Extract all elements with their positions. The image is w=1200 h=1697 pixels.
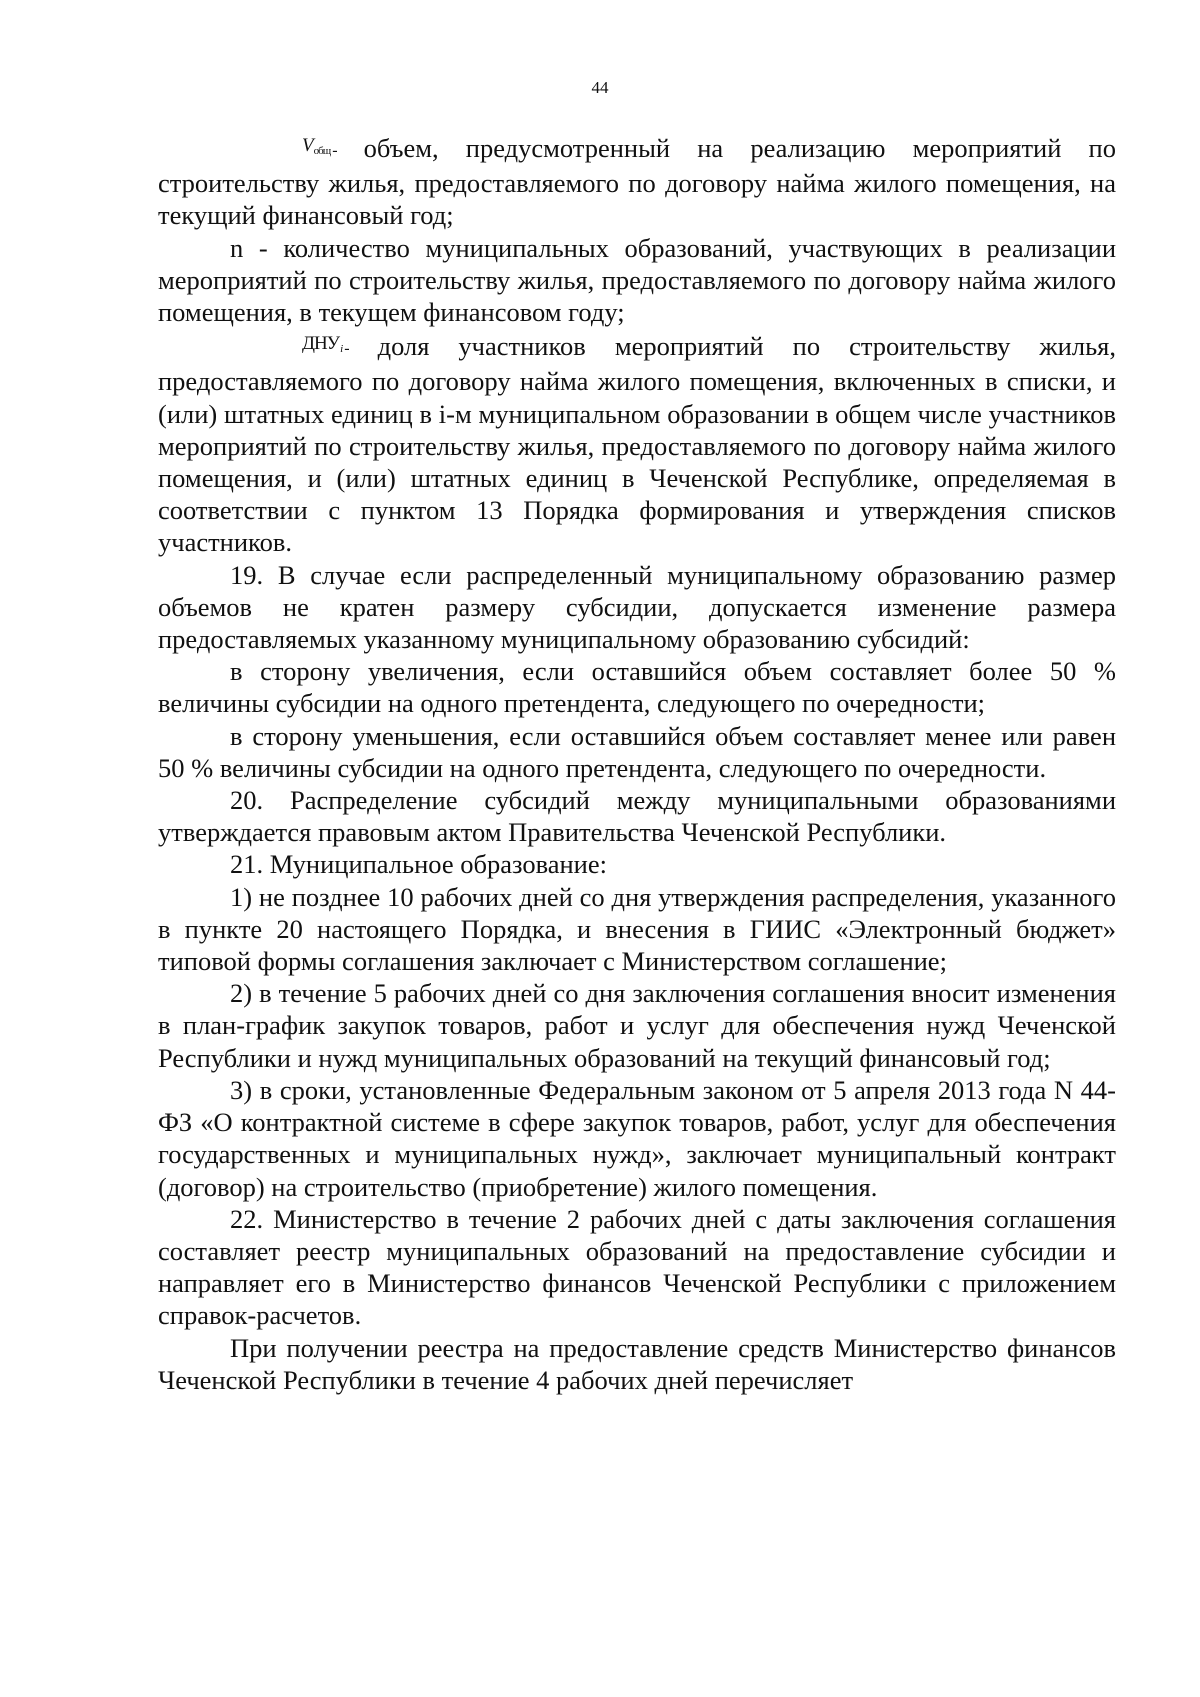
paragraph-n-count: n - количество муниципальных образований, участвующих в реализации мероприятий по строительству жилья, предоставляемого по договору найма жилого помещения, в текущем финансовом году;	[158, 232, 1116, 328]
paragraph-19-increase: в сторону увеличения, если оставшийся объем составляет более 50 % величины субсидии на одного претендента, следующего по очередности;	[158, 656, 1116, 719]
paragraph-21-item-3: 3) в сроки, установленные Федеральным законом от 5 апреля 2013 года N 44-ФЗ «О контрактной системе в сфере закупок товаров, работ, услуг для обеспечения государственных и муниципальных нужд», заключает муниципальный контракт (договор) на строительство (приобретение) жилого помещения.	[158, 1074, 1116, 1202]
paragraph-19-decrease: в сторону уменьшения, если оставшийся объем составляет менее или равен 50 % величины субсидии на одного претендента, следующего по очередности.	[158, 720, 1116, 783]
paragraph-20: 20. Распределение субсидий между муниципальными образованиями утверждается правовым актом Правительства Чеченской Республики.	[158, 785, 1116, 848]
paragraph-v-total: $V_{общ}$ $_-$ объем, предусмотренный на реализацию мероприятий по строительству жилья, предоставляемого по договору найма жилого помещения, на текущий финансовый год;	[158, 130, 1116, 232]
paragraph-dnu-share: $ДНУ_i$ $_-$ доля участников мероприятий по строительству жилья, предоставляемого по договору найма жилого помещения, включенных в списки, и (или) штатных единиц в i-м муниципальном образовании в общем числе участников мероприятий по строительству жилья, предоставляемого по договору найма жилого помещения, и (или) штатных единиц в Чеченской Республике, определяемая в соответствии с пунктом 13 Порядка формирования и утверждения списков участников.	[158, 328, 1116, 558]
paragraph-registry-transfer: При получении реестра на предоставление средств Министерство финансов Чеченской Республики в течение 4 рабочих дней перечисляет	[158, 1332, 1116, 1395]
formula-symbol-v-total: $V_{общ}$ $_-$	[302, 135, 337, 159]
formula-symbol-dnu: $ДНУ_i$ $_-$	[302, 333, 349, 358]
paragraph-19: 19. В случае если распределенный муниципальному образованию размер объемов не кратен размеру субсидии, допускается изменение размера предоставляемых указанному муниципальному образованию субсидий:	[158, 559, 1116, 655]
paragraph-22: 22. Министерство в течение 2 рабочих дней с даты заключения соглашения составляет реестр муниципальных образований на предоставление субсидии и направляет его в Министерство финансов Чеченской Республики с приложением справок-расчетов.	[158, 1203, 1116, 1331]
paragraph-21-item-2: 2) в течение 5 рабочих дней со дня заключения соглашения вносит изменения в план-график закупок товаров, работ и услуг для обеспечения нужд Чеченской Республики и нужд муниципальных образований на текущий финансовый год;	[158, 978, 1116, 1073]
document-body	[158, 130, 1116, 1396]
page-number: 44	[591, 78, 609, 97]
paragraph-21: 21. Муниципальное образование:	[230, 849, 607, 880]
paragraph-21-item-1: 1) не позднее 10 рабочих дней со дня утверждения распределения, указанного в пункте 20 настоящего Порядка, и внесения в ГИИС «Электронный бюджет» типовой формы соглашения заключает с Министерством соглашение;	[158, 881, 1116, 977]
